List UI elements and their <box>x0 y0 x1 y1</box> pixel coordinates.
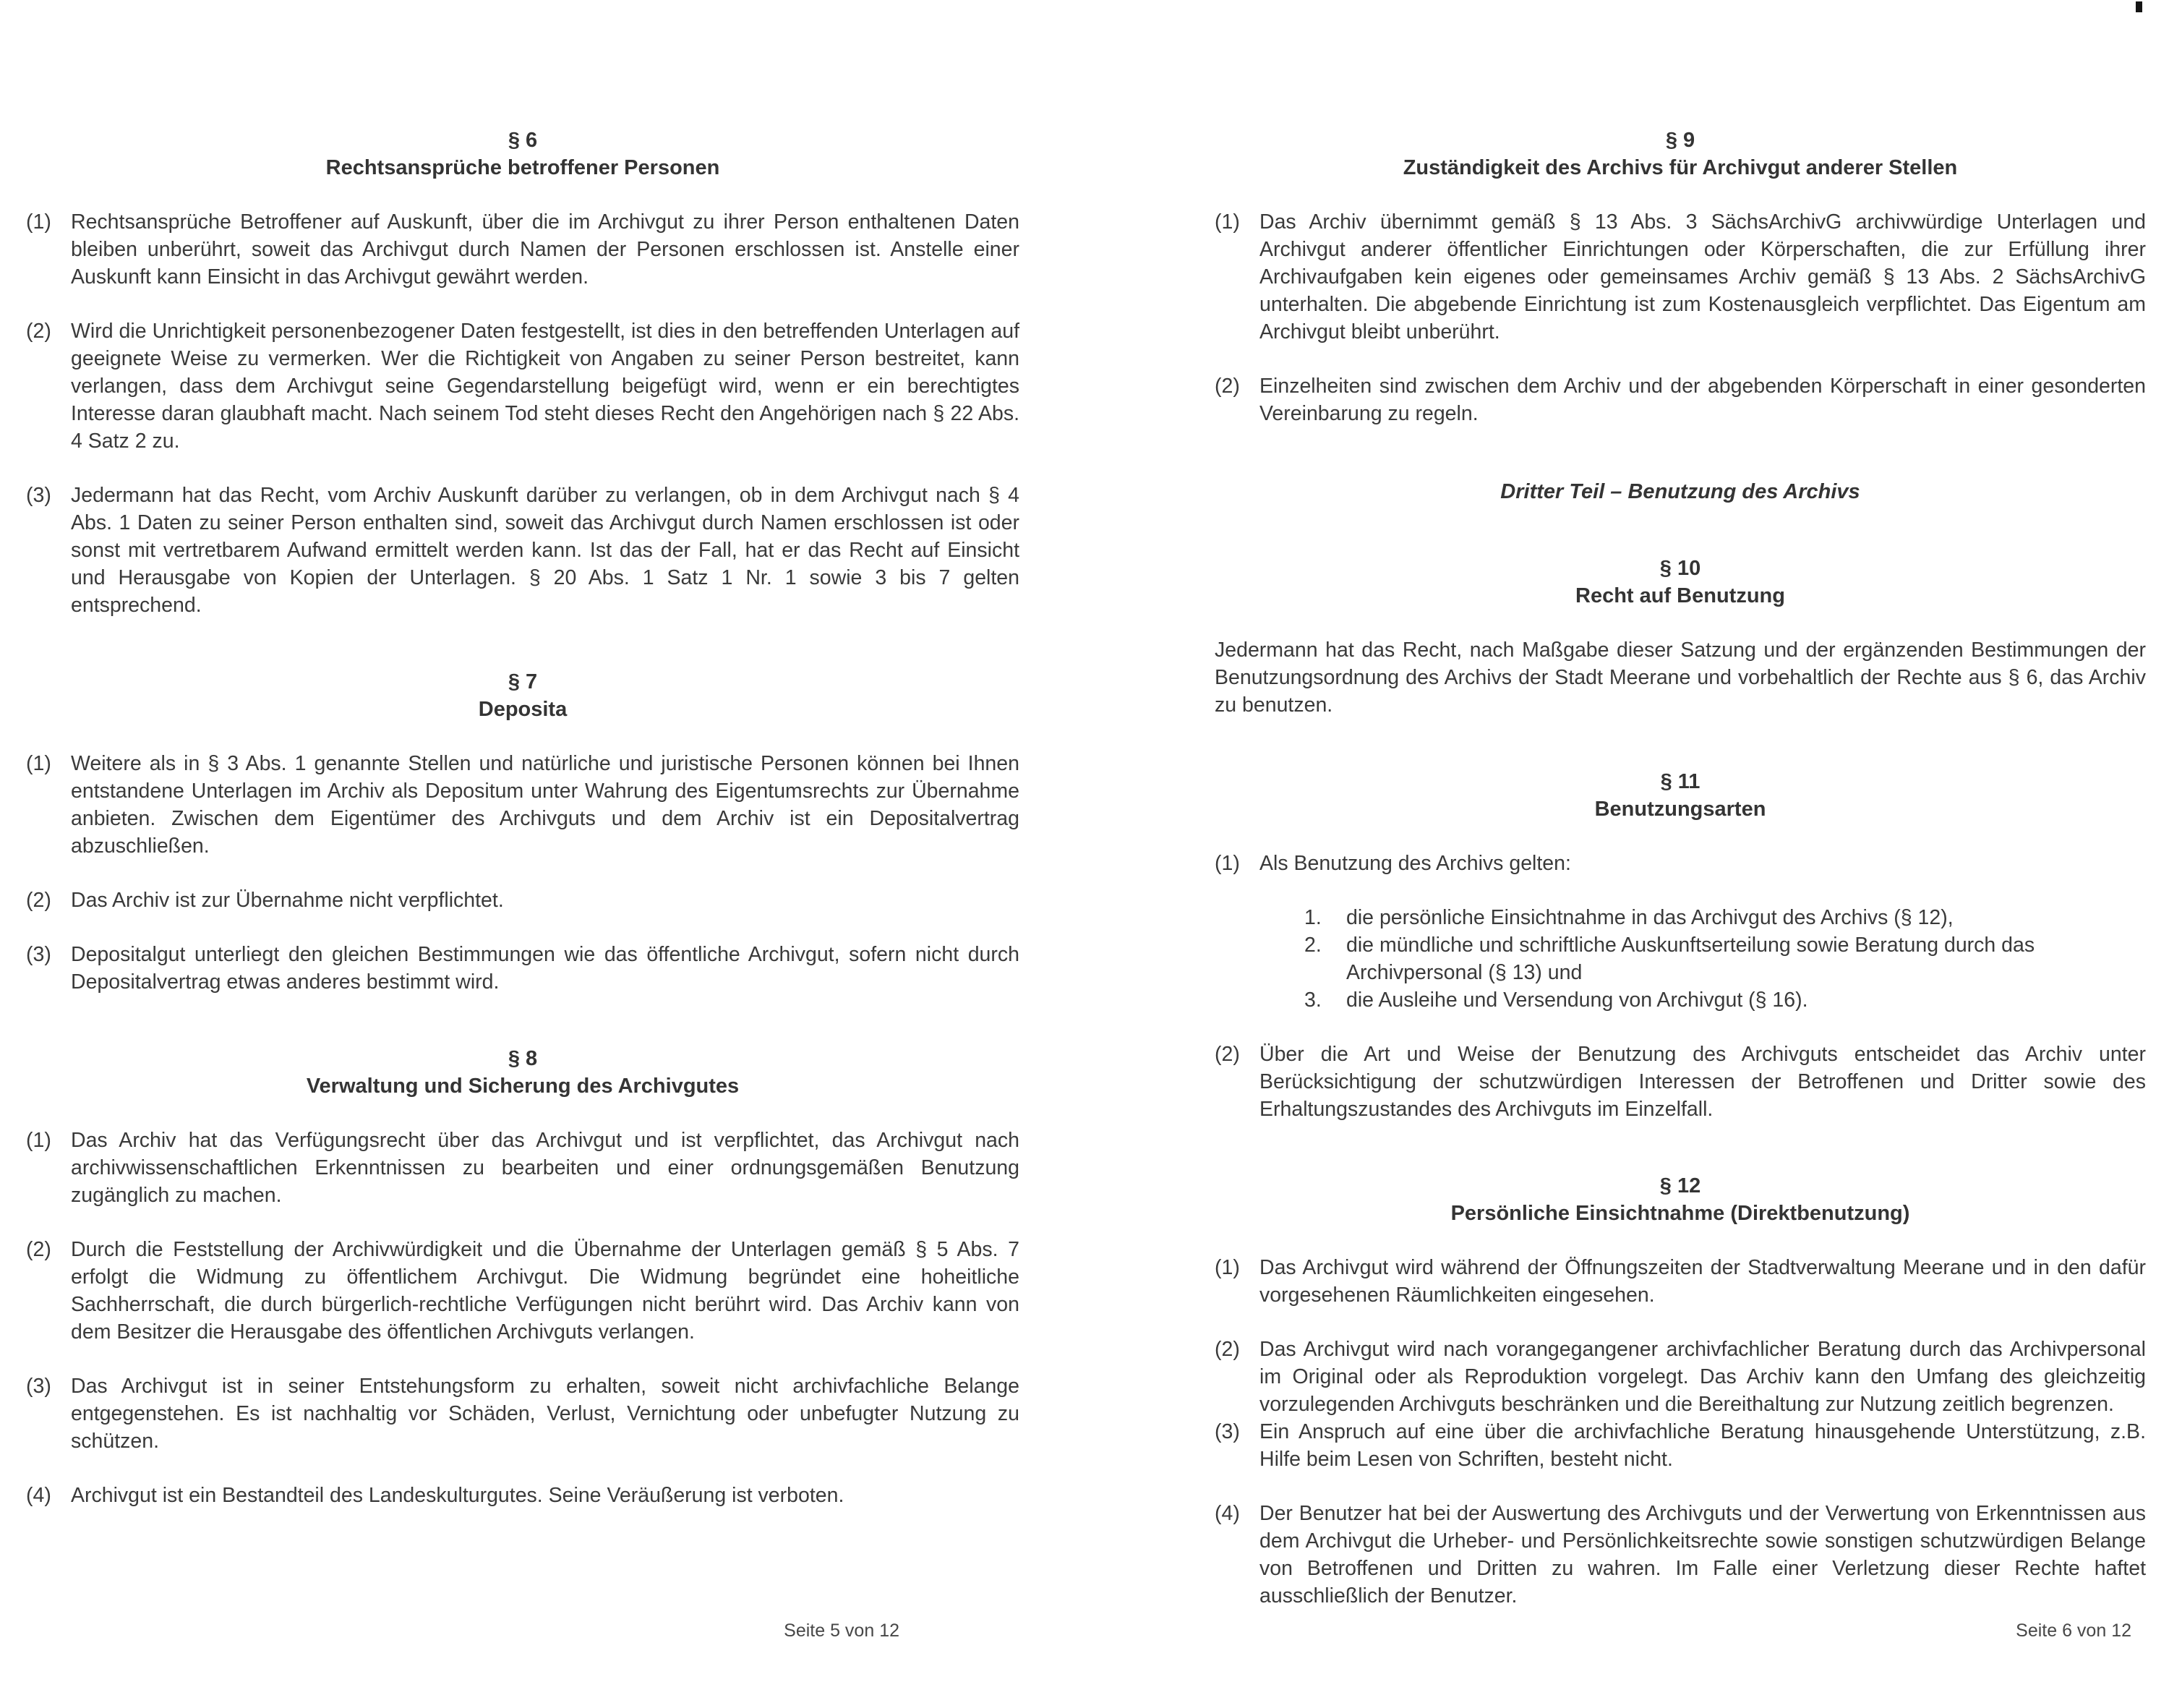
paragraph-text: Als Benutzung des Archivs gelten: <box>1259 852 1571 875</box>
list-item-text: die mündliche und schriftliche Auskunftserteilung sowie Beratung durch das Archivpersonal (§ 13) und <box>1346 934 2035 984</box>
list-item-number: 1. <box>1304 906 1322 929</box>
paragraph-label: (1) <box>26 752 51 775</box>
section-12-heading <box>1215 1172 2146 1227</box>
section-8-title: Verwaltung und Sicherung des Archivgutes <box>306 1075 740 1098</box>
section-6-paragraph-2 <box>26 317 1019 455</box>
section-9-title: Zuständigkeit des Archivs für Archivgut anderer Stellen <box>1403 156 1958 179</box>
page-right <box>1084 0 2169 1708</box>
section-9-number: § 9 <box>1665 129 1695 152</box>
page-number-left: Seite 5 von 12 <box>784 1621 899 1641</box>
section-12-title: Persönliche Einsichtnahme (Direktbenutzung) <box>1450 1202 1910 1225</box>
scan-artifact-mark <box>2136 1 2142 12</box>
section-11-heading <box>1215 768 2146 823</box>
paragraph-text: Ein Anspruch auf eine über die archivfachliche Beratung hinausgehende Unterstützung, z.B. Hilfe beim Lesen von Schriften, besteht nicht. <box>1259 1420 2146 1471</box>
section-6-paragraph-1 <box>26 208 1019 291</box>
section-10-number: § 10 <box>1659 557 1701 580</box>
list-item-number: 2. <box>1304 934 1322 957</box>
paragraph-label: (3) <box>26 484 51 507</box>
list-item-text: die persönliche Einsichtnahme in das Archivgut des Archivs (§ 12), <box>1346 906 1954 929</box>
paragraph-label: (2) <box>26 1238 51 1261</box>
paragraph-text: Das Archiv hat das Verfügungsrecht über das Archivgut und ist verpflichtet, das Archivgut nach archivwissenschaftlichen Erkenntnissen zu bearbeiten und einer ordnungsgemäßen Benutzung zugänglich zu machen. <box>71 1129 1019 1207</box>
section-9-heading <box>1215 127 2146 182</box>
section-9-paragraph-2 <box>1215 372 2146 427</box>
paragraph-text: Der Benutzer hat bei der Auswertung des Archivguts und der Verwertung von Erkenntnissen aus dem Archivgut die Urheber- und Persönlichkeitsrechte sowie sonstigen schutzwürdigen Belange von Betroffenen und Dritten zu wahren. Im Falle einer Verletzung dieser Rechte haftet ausschließlich der Benutzer. <box>1259 1502 2146 1607</box>
list-item-text: die Ausleihe und Versendung von Archivgut (§ 16). <box>1346 988 1808 1012</box>
section-8-paragraph-2 <box>26 1236 1019 1346</box>
section-6-heading <box>26 127 1019 182</box>
paragraph-label: (2) <box>26 889 51 912</box>
list-item-3 <box>1304 986 2146 1014</box>
paragraph-label: (1) <box>26 210 51 234</box>
section-10-title: Recht auf Benutzung <box>1575 584 1785 607</box>
paragraph-text: Das Archivgut wird nach vorangegangener archivfachlicher Beratung durch das Archivpersonal im Original oder als Reproduktion vorgelegt. Das Archiv kann den Umfang des gleichzeitig vorzulegenden Archivguts beschränken und die Bereithaltung zur Nutzung zeitlich begrenzen. <box>1259 1338 2146 1416</box>
paragraph-label: (1) <box>1215 1256 1240 1279</box>
section-11-number: § 11 <box>1660 770 1700 793</box>
list-item-1 <box>1304 904 2146 931</box>
section-6-paragraph-3 <box>26 482 1019 619</box>
section-12-paragraph-3 <box>1215 1418 2146 1473</box>
paragraph-label: (3) <box>26 943 51 966</box>
paragraph-label: (1) <box>1215 852 1240 875</box>
section-7-paragraph-2 <box>26 887 1019 914</box>
section-10-body: Jedermann hat das Recht, nach Maßgabe dieser Satzung und der ergänzenden Bestimmungen der Benutzungsordnung des Archivs der Stadt Meerane und vorbehaltlich der Rechte aus § 6, das Archiv zu benutzen. <box>1215 639 2146 717</box>
section-7-heading <box>26 668 1019 723</box>
section-10-heading <box>1215 555 2146 610</box>
paragraph-text: Weitere als in § 3 Abs. 1 genannte Stellen und natürliche und juristische Personen können bei Ihnen entstandene Unterlagen im Archiv als Depositum unter Wahrung des Eigentumsrechts zur Übernahme anbieten. Zwischen dem Eigentümer des Archivguts und dem Archiv ist ein Depositalvertrag abzuschließen. <box>71 752 1019 858</box>
paragraph-label: (2) <box>1215 1043 1240 1066</box>
paragraph-label: (4) <box>1215 1502 1240 1525</box>
section-12-paragraph-4 <box>1215 1500 2146 1610</box>
paragraph-label: (1) <box>1215 210 1240 234</box>
paragraph-text: Wird die Unrichtigkeit personenbezogener Daten festgestellt, ist dies in den betreffenden Unterlagen auf geeignete Weise zu vermerken. Wer die Richtigkeit von Angaben zu seiner Person bestreitet, kann verlangen, dass dem Archivgut seine Gegendarstellung beigefügt wird, wenn er ein berechtigtes Interesse daran glaubhaft macht. Nach seinem Tod steht dieses Recht den Angehörigen nach § 22 Abs. 4 Satz 2 zu. <box>71 320 1019 453</box>
paragraph-text: Über die Art und Weise der Benutzung des Archivguts entscheidet das Archiv unter Berücksichtigung der schutzwürdigen Interessen der Betroffenen und Dritter sowie des Erhaltungszustandes des Archivguts im Einzelfall. <box>1259 1043 2146 1121</box>
paragraph-label: (3) <box>26 1375 51 1398</box>
paragraph-text: Jedermann hat das Recht, vom Archiv Auskunft darüber zu verlangen, ob in dem Archivgut nach § 4 Abs. 1 Daten zu seiner Person enthalten sind, soweit das Archivgut durch Namen erschlossen ist oder sonst mit vertretbarem Aufwand ermittelt werden kann. Ist das der Fall, hat er das Recht auf Einsicht und Herausgabe von Kopien der Unterlagen. § 20 Abs. 1 Satz 1 Nr. 1 sowie 3 bis 7 gelten entsprechend. <box>71 484 1019 617</box>
section-7-title: Deposita <box>478 698 568 721</box>
section-11-paragraph-1 <box>1215 850 2146 877</box>
section-7-paragraph-3 <box>26 941 1019 996</box>
list-item-number: 3. <box>1304 988 1322 1012</box>
paragraph-text: Einzelheiten sind zwischen dem Archiv und der abgebenden Körperschaft in einer gesonderten Vereinbarung zu regeln. <box>1259 375 2146 425</box>
section-8-heading <box>26 1045 1019 1100</box>
paragraph-text: Archivgut ist ein Bestandteil des Landeskulturgutes. Seine Veräußerung ist verboten. <box>71 1484 844 1507</box>
section-11-list <box>1304 904 2146 1014</box>
section-11-paragraph-2 <box>1215 1041 2146 1123</box>
section-8-paragraph-4 <box>26 1482 1019 1509</box>
part-three-heading: Dritter Teil – Benutzung des Archivs <box>1500 480 1860 503</box>
section-6-title: Rechtsansprüche betroffener Personen <box>325 156 720 179</box>
page-left <box>0 0 1084 1708</box>
paragraph-label: (2) <box>1215 375 1240 398</box>
paragraph-label: (4) <box>26 1484 51 1507</box>
page-number-right: Seite 6 von 12 <box>2016 1621 2131 1641</box>
section-11-title: Benutzungsarten <box>1594 798 1766 821</box>
paragraph-text: Depositalgut unterliegt den gleichen Bestimmungen wie das öffentliche Archivgut, sofern nicht durch Depositalvertrag etwas anderes bestimmt wird. <box>71 943 1019 994</box>
paragraph-text: Das Archivgut ist in seiner Entstehungsform zu erhalten, soweit nicht archivfachliche Belange entgegenstehen. Es ist nachhaltig vor Schäden, Verlust, Vernichtung oder unbefugter Nutzung zu schützen. <box>71 1375 1019 1453</box>
paragraph-label: (3) <box>1215 1420 1240 1443</box>
section-8-paragraph-3 <box>26 1372 1019 1455</box>
section-7-number: § 7 <box>508 670 538 693</box>
section-12-paragraph-1 <box>1215 1254 2146 1309</box>
section-9-paragraph-1 <box>1215 208 2146 346</box>
paragraph-text: Das Archiv ist zur Übernahme nicht verpflichtet. <box>71 889 504 912</box>
paragraph-label: (2) <box>1215 1338 1240 1361</box>
section-7-paragraph-1 <box>26 750 1019 860</box>
paragraph-text: Durch die Feststellung der Archivwürdigkeit und die Übernahme der Unterlagen gemäß § 5 Abs. 7 erfolgt die Widmung zu öffentlichem Archivgut. Die Widmung begründet eine hoheitliche Sachherrschaft, die durch bürgerlich-rechtliche Verfügungen nicht berührt wird. Das Archiv kann von dem Besitzer die Herausgabe des öffentlichen Archivguts verlangen. <box>71 1238 1019 1344</box>
paragraph-label: (2) <box>26 320 51 343</box>
paragraph-label: (1) <box>26 1129 51 1152</box>
section-12-paragraph-2 <box>1215 1336 2146 1418</box>
paragraph-text: Rechtsansprüche Betroffener auf Auskunft, über die im Archivgut zu ihrer Person enthaltenen Daten bleiben unberührt, soweit das Archivgut durch Namen der Personen erschlossen ist. Anstelle einer Auskunft kann Einsicht in das Archivgut gewährt werden. <box>71 210 1019 289</box>
paragraph-text: Das Archiv übernimmt gemäß § 13 Abs. 3 SächsArchivG archivwürdige Unterlagen und Archivgut anderer öffentlicher Einrichtungen oder Körperschaften, die zur Erfüllung ihrer Archivaufgaben kein eigenes oder gemeinsames Archiv gemäß § 13 Abs. 2 SächsArchivG unterhalten. Die abgebende Einrichtung ist zum Kostenausgleich verpflichtet. Das Eigentum am Archivgut bleibt unberührt. <box>1259 210 2146 343</box>
section-6-number: § 6 <box>508 129 538 152</box>
paragraph-text: Das Archivgut wird während der Öffnungszeiten der Stadtverwaltung Meerane und in den dafür vorgesehenen Räumlichkeiten eingesehen. <box>1259 1256 2146 1307</box>
list-item-2 <box>1304 931 2146 986</box>
section-8-number: § 8 <box>508 1047 538 1070</box>
section-12-number: § 12 <box>1659 1174 1701 1197</box>
section-8-paragraph-1 <box>26 1127 1019 1209</box>
